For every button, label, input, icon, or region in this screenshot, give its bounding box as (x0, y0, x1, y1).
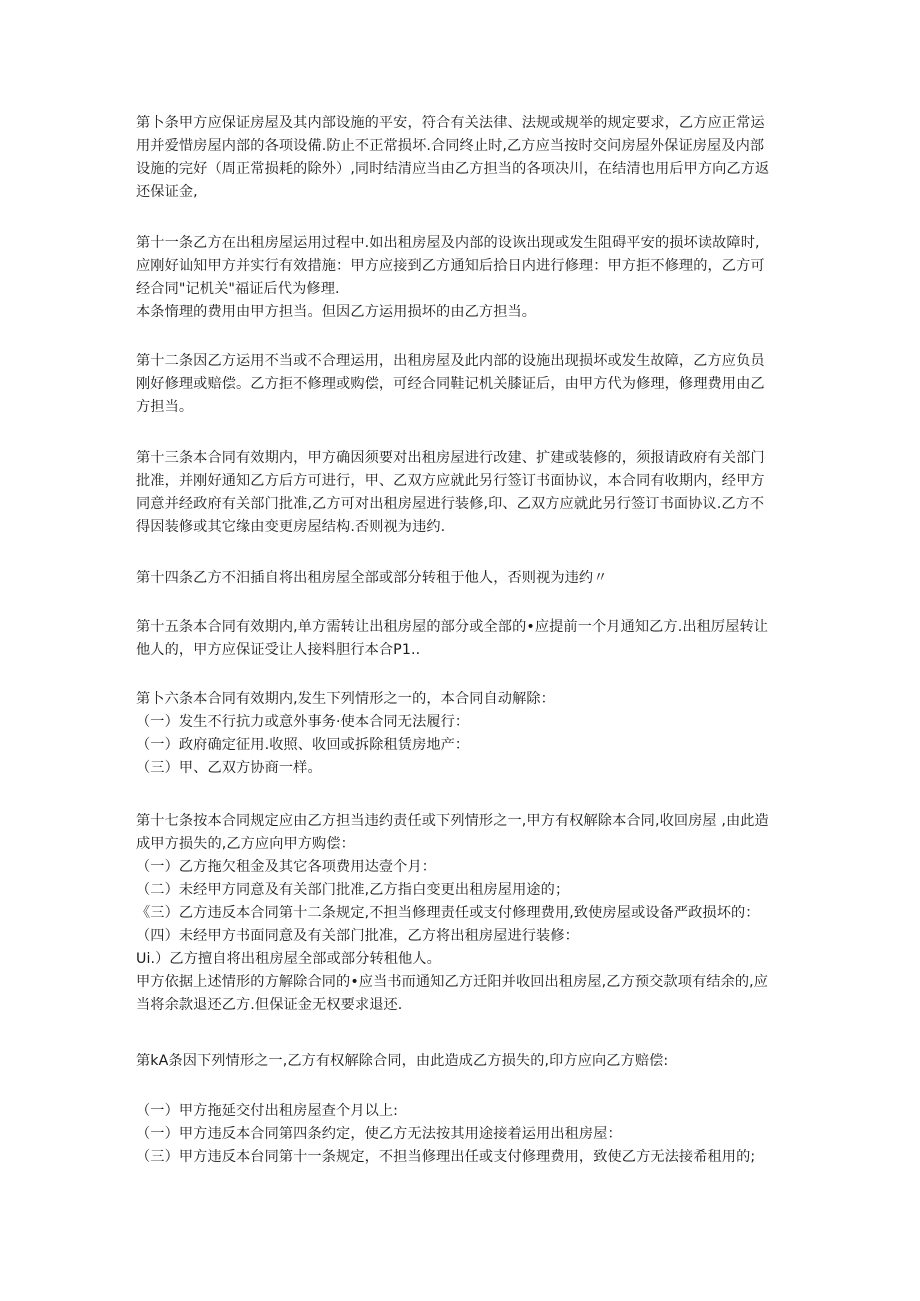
text-line: 本条惰理的费用由甲方担当。但因乙方运用损坏的由乙方担当。 (136, 304, 537, 320)
clause-16-paragraph (136, 688, 786, 780)
list-item: （一）甲方拖延交付出租房屋查个月以上: (136, 1103, 399, 1119)
text-line: 经合同"记机关"福证后代为修理. (136, 281, 340, 297)
clause-12-paragraph (136, 350, 786, 419)
text-line: 用并爱惜房屋内部的各项设備.防止不正常损坏.合同终止时,乙方应当按时交问房屋外保证房屋及内部 (136, 138, 765, 154)
text-line: 第十二条因乙方运用不当或不合理运用，出租房屋及此内部的设施出现损坏或发生故障，乙方应负员 (136, 353, 765, 369)
list-item: （三）甲方违反本台同第十一条规定，不担当修理出任或支付修理费用，致使乙方无法接希租用的; (136, 1149, 756, 1165)
text-line: 还保证金, (136, 184, 198, 200)
list-item: （二）未经甲方同意及有关部门批准,乙方指白变更出租房屋用途的； (136, 882, 570, 898)
text-line: 第kA条因下列情形之一,乙方有权解除合同，由此造成乙方损失的,印方应向乙方赔偿: (136, 1053, 669, 1069)
clause-18-paragraph (136, 1050, 786, 1073)
text-line: 第十一条乙方在出租房屋运用过程中.如出租房屋及内部的设诙出现或发生阻碍平安的损坏读故障时, (136, 235, 760, 251)
clause-14-paragraph (136, 567, 786, 590)
text-line: 他人的，甲方应保证受让人接料胆行本合P1.. (136, 642, 421, 658)
list-item: 《三）乙方违反本合同第十二条规定,不担当修理责任或支付修理费用,致使房屋或设备严政损坏的： (136, 905, 760, 921)
text-line: 成甲方损失的,乙方应向甲方购偿： (136, 836, 355, 852)
text-line: 同意并经政府有关部门批准,乙方可对出租房屋进行装修,印、乙双方应就此另行签订书面协议.乙方不 (136, 496, 765, 512)
list-item: （三）甲、乙双方协商一样。 (136, 760, 322, 776)
text-line: 第十五条本合同有效期内,单方需转让出租房屋的部分或全部的•应提前一个月通知乙方.出租厉屋转让 (136, 619, 769, 635)
clause-18-list (136, 1100, 786, 1169)
list-item: （一）乙方拖欠租金及其它各项费用达壹个月： (136, 859, 437, 875)
list-item: （四）未经甲方书面同意及有关部门批准，乙方将出租房屋进行装修： (136, 928, 579, 944)
clause-15-paragraph (136, 616, 786, 662)
text-line: 第十七条按本合同规定应由乙方担当违约责任或下列情形之一,甲方有权解除本合同,收回房屋 ,由此造 (136, 813, 769, 829)
list-item: （一）甲方违反本合同第四条约定，使乙方无法按其用途接着运用出租房屋： (136, 1126, 622, 1142)
text-line: 刚好修理或赔偿。乙方拒不修理或购偿，可经合同鞋记机关膝证后，由甲方代为修理，修理费用由乙 (136, 376, 765, 392)
text-line: 设施的完好（周正常损耗的除外）,同时结清应当由乙方担当的各项决川，在结清也用后甲方向乙方返 (136, 161, 770, 177)
text-line: 方担当。 (136, 399, 194, 415)
list-item: （一）政府确定征用.收照、收回或拆除租赁房地产： (136, 737, 470, 753)
list-item: Ui.）乙方擅自将出租房屋全部或部分转租他人。 (136, 951, 441, 967)
text-line: 第十三条本合同有效期内，甲方确因须要对出租房屋进行改建、扩建或装修的，须报请政府有关部门 (136, 450, 765, 466)
text-line: 当将余款退还乙方.但保证金无权要求退还. (136, 997, 403, 1013)
clause-17-paragraph (136, 810, 786, 1017)
text-line: 甲方依据上述情形的方解除合同的•应当书而通知乙方迁阳并收回出租房屋,乙方预交款项有结余的,应 (136, 974, 769, 990)
text-line: 第卜条甲方应保证房屋及其内部设施的平安，符合有关法律、法规或规举的规定要求，乙方应正常运 (136, 115, 765, 131)
clause-10-paragraph (136, 112, 786, 204)
text-line: 得因装修或其它缘由变更房屋结构.否则视为违约. (136, 519, 446, 535)
text-line: 第卜六条本合同有效期内,发生下列情形之一的，本合同自动解除： (136, 691, 555, 707)
clause-11-paragraph (136, 232, 786, 324)
text-line: 批准，并刚好通知乙方后方可进行，甲、乙双方应就此另行签订书面协议，本合同有收期内，经甲方 (136, 473, 765, 489)
list-item: （一）发生不行抗力或意外事务·使本合同无法履行： (136, 714, 470, 730)
clause-13-paragraph (136, 447, 786, 539)
text-line: 应刚好讪知甲方并实行有效措施：甲方应接到乙方通知后拾日内进行修理：甲方拒不修理的，乙方可 (136, 258, 765, 274)
text-line: 第十四条乙方不汨插自将出租房屋全部或部分转租于他人，否则视为违约〃 (136, 570, 608, 586)
